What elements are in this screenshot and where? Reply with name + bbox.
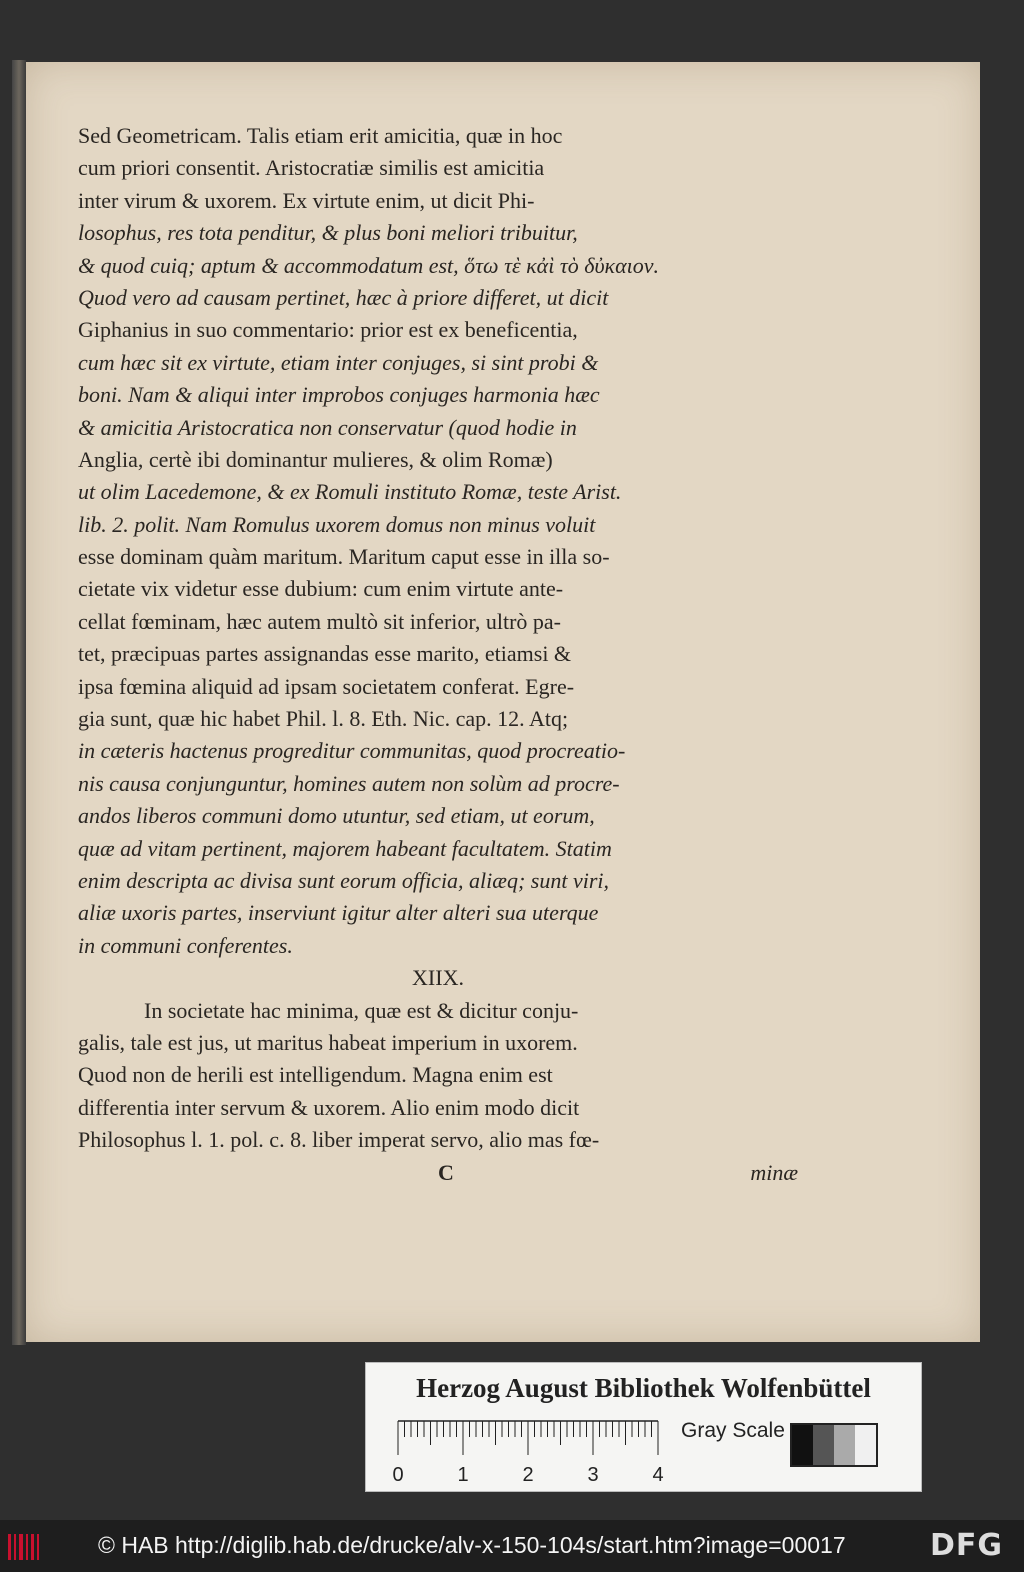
page-foot xyxy=(78,1157,798,1189)
dfg-logo: DFG xyxy=(930,1528,1004,1563)
text-line: cum hæc sit ex virtute, etiam inter conjuges, si sint probi & xyxy=(78,349,599,375)
gray-swatch xyxy=(834,1425,855,1465)
text-line: tet, præcipuas partes assignandas esse marito, etiamsi & xyxy=(78,641,572,667)
gray-swatch xyxy=(855,1425,876,1465)
ruler-number: 4 xyxy=(652,1464,664,1486)
text-line: cum priori consentit. Aristocratiæ similis est amicitia xyxy=(78,155,545,181)
text-line: boni. Nam & aliqui inter improbos conjuges harmonia hæc xyxy=(78,382,600,408)
book-edge xyxy=(12,60,26,1345)
section-heading: XIIX. xyxy=(412,965,464,991)
library-name: Herzog August Bibliothek Wolfenbüttel xyxy=(416,1373,871,1403)
text-line: in communi conferentes. xyxy=(78,932,293,958)
text-line: esse dominam quàm maritum. Maritum caput esse in illa so- xyxy=(78,544,610,570)
ruler-numbers xyxy=(392,1464,663,1486)
book-page xyxy=(26,62,980,1342)
source-url[interactable]: © HAB http://diglib.hab.de/drucke/alv-x-150-104s/start.htm?image=00017 xyxy=(98,1532,846,1558)
scale-ruler xyxy=(392,1415,666,1486)
ruler-ticks xyxy=(398,1421,658,1455)
ruler-number: 3 xyxy=(587,1464,599,1486)
text-line: ut olim Lacedemone, & ex Romuli instituto Romæ, teste Arist. xyxy=(78,479,622,505)
text-line: & amicitia Aristocratica non conservatur (quod hodie in xyxy=(78,414,577,440)
text-line: cietate vix videtur esse dubium: cum enim virtute ante- xyxy=(78,576,564,602)
ruler-number: 1 xyxy=(457,1464,469,1486)
text-line: gia sunt, quæ hic habet Phil. l. 8. Eth. Nic. cap. 12. Atq; xyxy=(78,706,569,732)
ruler-number: 0 xyxy=(392,1464,404,1486)
text-line: lib. 2. polit. Nam Romulus uxorem domus non minus voluit xyxy=(78,511,596,537)
text-line: inter virum & uxorem. Ex virtute enim, ut dicit Phi- xyxy=(78,187,535,213)
text-line: losophus, res tota penditur, & plus boni meliori tribuitur, xyxy=(78,220,578,246)
barcode-icon xyxy=(6,1530,44,1564)
text-line: quæ ad vitam pertinent, majorem habeant facultatem. Statim xyxy=(78,835,612,861)
gray-scale-label: Gray Scale xyxy=(681,1419,785,1442)
text-line: & quod cuiq; aptum & accommodatum est, ὅτω τὲ κἀὶ τὸ δὐκαιον. xyxy=(78,252,660,278)
text-line: enim descripta ac divisa sunt eorum officia, aliæq; sunt viri, xyxy=(78,867,610,893)
catchword: minæ xyxy=(750,1159,798,1185)
gray-swatch xyxy=(792,1425,813,1465)
text-line: Quod non de herili est intelligendum. Magna enim est xyxy=(78,1062,553,1088)
paragraph-1 xyxy=(78,120,798,962)
text-line: in cæteris hactenus progreditur communitas, quod procreatio- xyxy=(78,738,626,764)
gray-swatch xyxy=(813,1425,834,1465)
library-label xyxy=(365,1362,922,1492)
text-line: cellat fœminam, hæc autem multò sit inferior, ultrò pa- xyxy=(78,608,561,634)
text-line: aliæ uxoris partes, inserviunt igitur alter alteri sua uterque xyxy=(78,900,599,926)
text-line: differentia inter servum & uxorem. Alio enim modo dicit xyxy=(78,1094,580,1120)
ruler-number: 2 xyxy=(522,1464,534,1486)
text-line: Anglia, certè ibi dominantur mulieres, & olim Romæ) xyxy=(78,446,553,472)
signature-mark: C xyxy=(438,1159,454,1185)
text-line: In societate hac minima, quæ est & dicitur conju- xyxy=(144,997,579,1023)
paragraph-2 xyxy=(78,995,798,1157)
text-line: Philosophus l. 1. pol. c. 8. liber imperat servo, alio mas fœ- xyxy=(78,1127,600,1153)
text-line: andos liberos communi domo utuntur, sed etiam, ut eorum, xyxy=(78,803,595,829)
text-line: Quod vero ad causam pertinet, hæc à priore differet, ut dicit xyxy=(78,284,609,310)
text-line: Giphanius in suo commentario: prior est ex beneficentia, xyxy=(78,317,578,343)
viewer-footer xyxy=(0,1520,1024,1572)
gray-scale-swatches xyxy=(790,1423,878,1467)
text-line: ipsa fœmina aliquid ad ipsam societatem conferat. Egre- xyxy=(78,673,575,699)
page-text xyxy=(78,120,798,1189)
text-line: galis, tale est jus, ut maritus habeat imperium in uxorem. xyxy=(78,1029,578,1055)
text-line: nis causa conjunguntur, homines autem non solùm ad procre- xyxy=(78,770,620,796)
text-line: Sed Geometricam. Talis etiam erit amicitia, quæ in hoc xyxy=(78,123,563,148)
